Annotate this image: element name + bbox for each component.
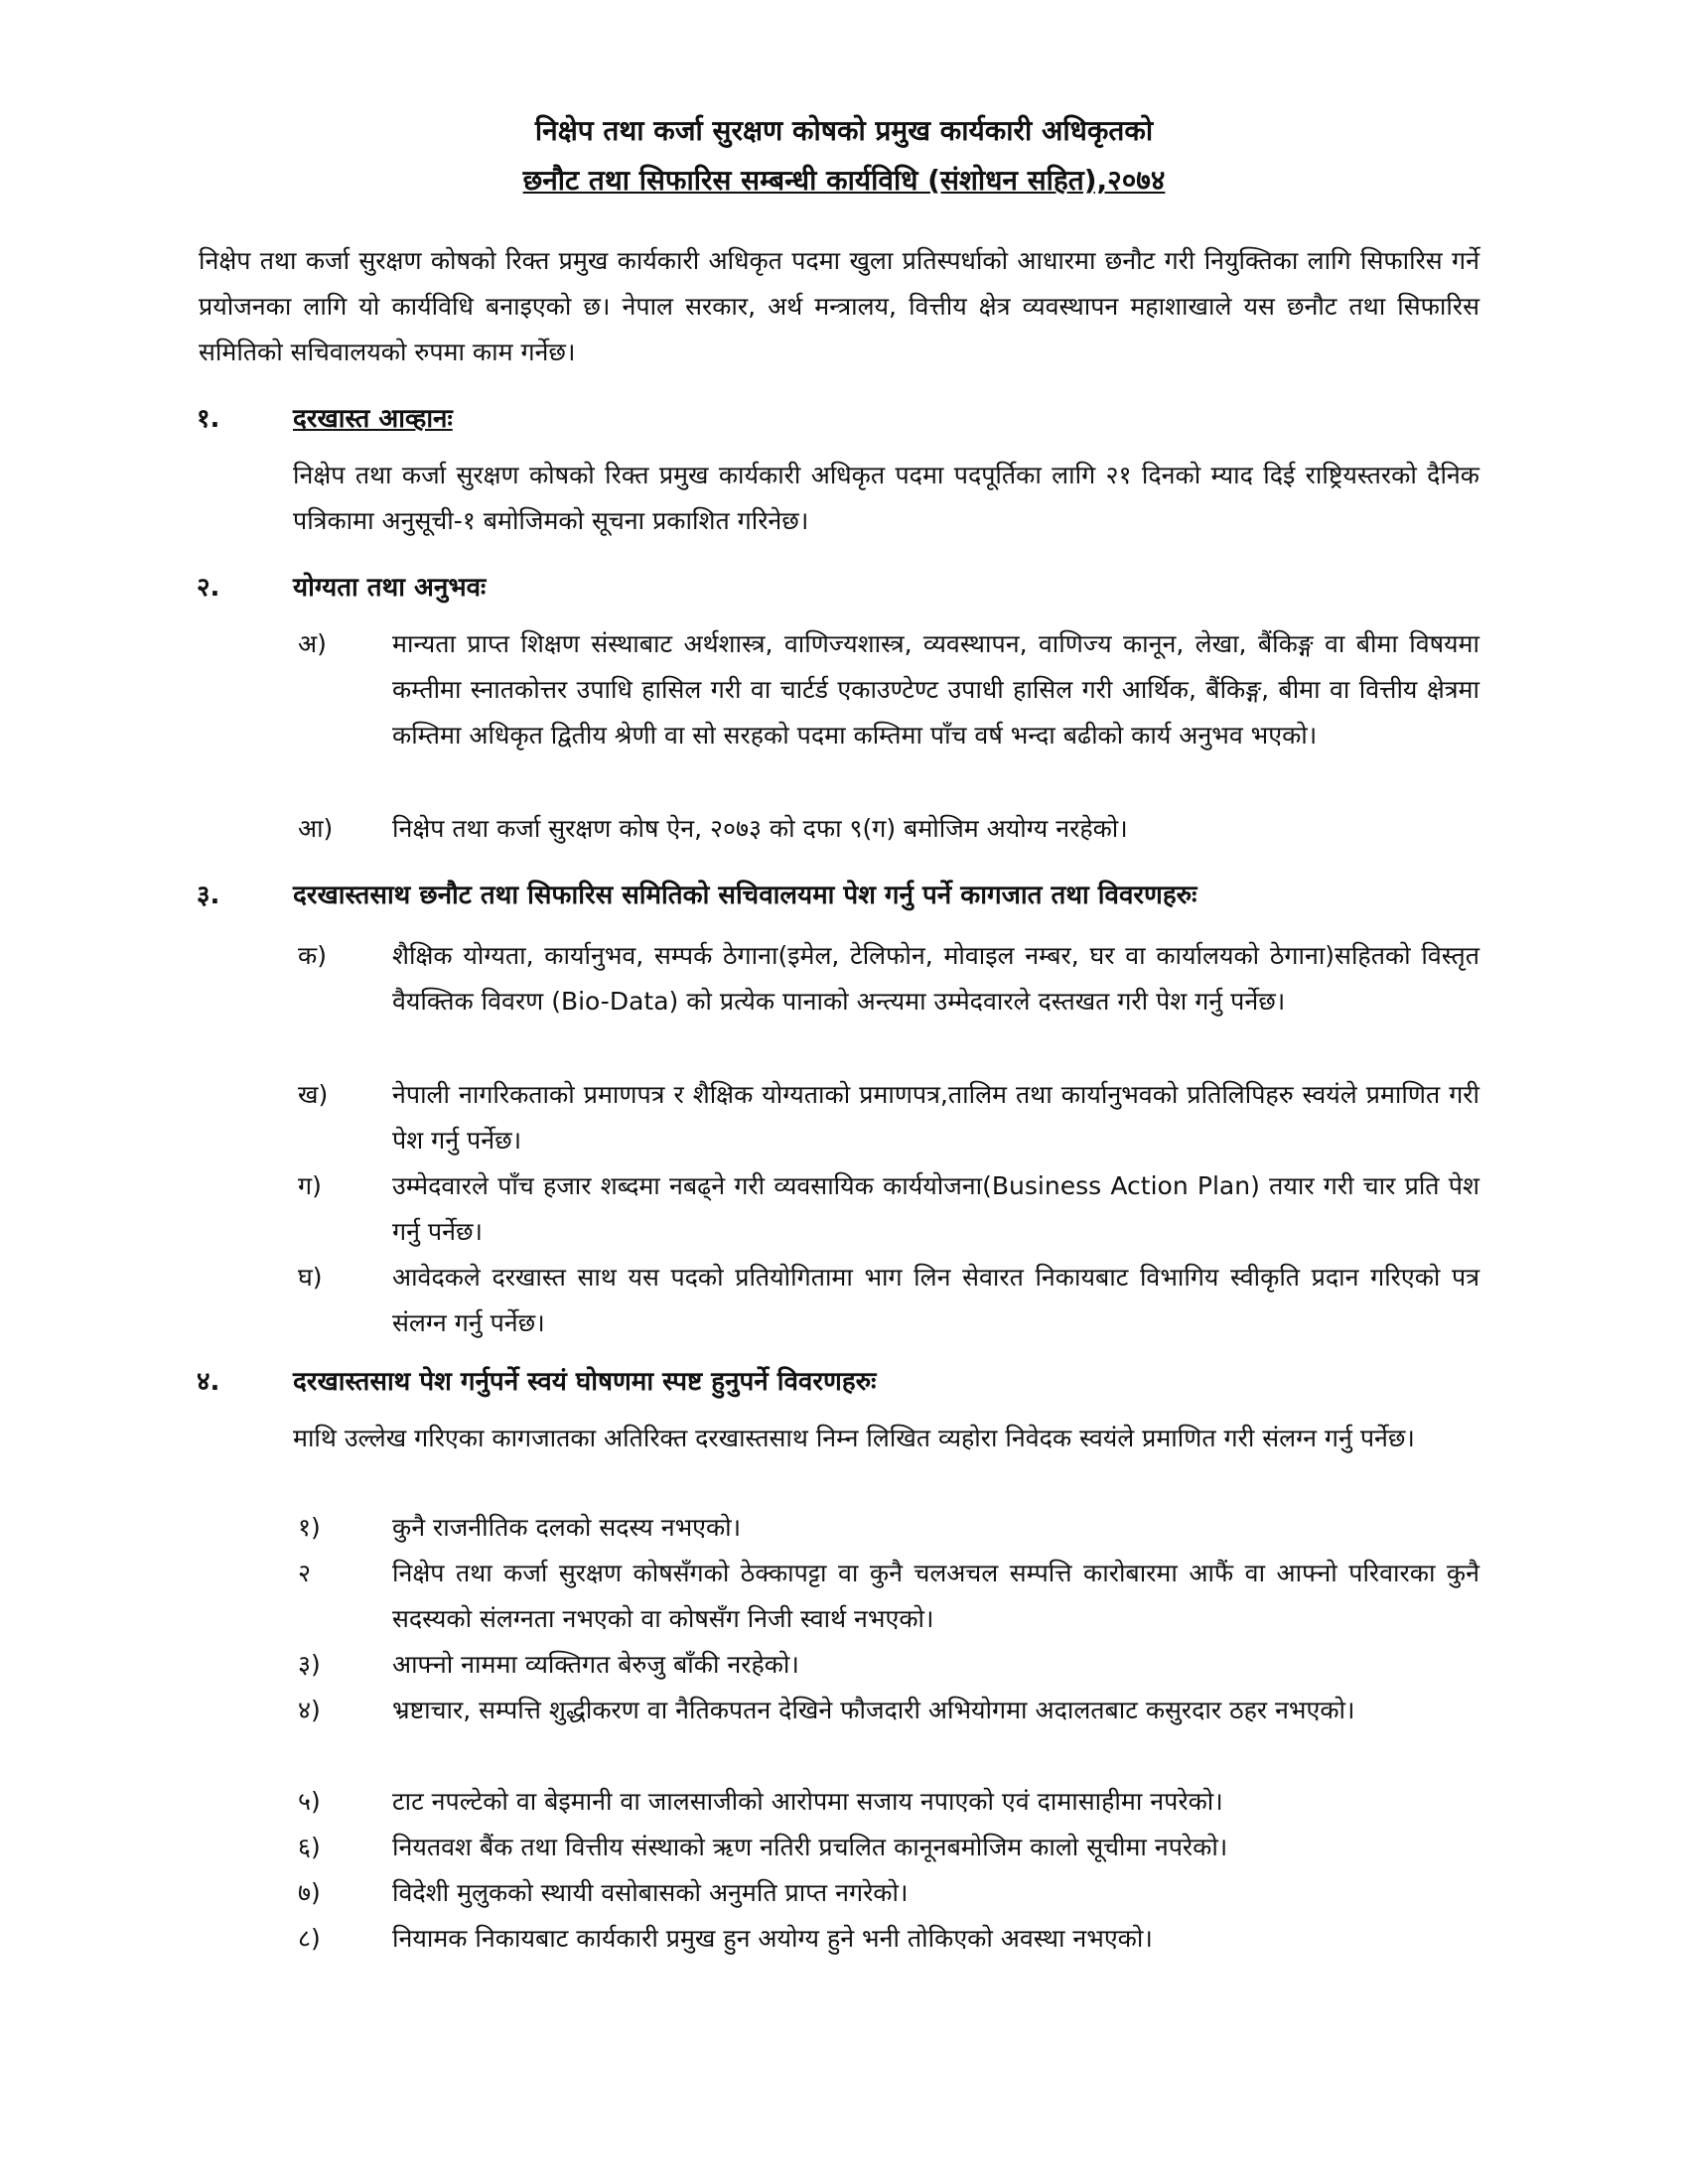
section-heading: दरखास्तसाथ छनौट तथा सिफारिस समितिको सचिवालयमा पेश गर्नु पर्ने कागजात तथा विवरणहरुः	[293, 881, 1197, 910]
section-heading: योग्यता तथा अनुभवः	[293, 573, 487, 603]
list-item-text: विदेशी मुलुकको स्थायी वसोबासको अनुमति प्राप्त नगरेको।	[392, 1878, 909, 1907]
list-item-text: मान्यता प्राप्त शिक्षण संस्थाबाट अर्थशास्त्र, वाणिज्यशास्त्र, व्यवस्थापन, वाणिज्य कानून, लेखा, बैंकिङ्ग वा बीमा विषयमा कम्तीमा स्नातकोत्तर उपाधि हासिल गरी वा चार्टर्ड एकाउण्टेण्ट उपाधी हासिल गरी आर्थिक, बैंकिङ्ग, बीमा वा वित्तीय क्षेत्रमा कम्तिमा अधिकृत द्वितीय श्रेणी वा सो सरहको पदमा कम्तिमा पाँच वर्ष भन्दा बढीको कार्य अनुभव भएको।	[392, 629, 1479, 750]
list-item-text: भ्रष्टाचार, सम्पत्ति शुद्धीकरण वा नैतिकपतन देखिने फौजदारी अभियोगमा अदालतबाट कसुरदार ठहर नभएको।	[392, 1696, 1355, 1724]
list-item-label: घ)	[298, 1263, 323, 1292]
list-item-text: नियामक निकायबाट कार्यकारी प्रमुख हुन अयोग्य हुने भनी तोकिएको अवस्था नभएको।	[392, 1924, 1153, 1953]
list-item-label: ४)	[298, 1696, 321, 1724]
list-item-label: अ)	[298, 629, 327, 658]
intro-paragraph: निक्षेप तथा कर्जा सुरक्षण कोषको रिक्त प्रमुख कार्यकारी अधिकृत पदमा खुला प्रतिस्पर्धाको आधारमा छनौट गरी नियुक्तिका लागि सिफारिस गर्ने प्रयोजनका लागि यो कार्यविधि बनाइएको छ। नेपाल सरकार, अर्थ मन्त्रालय, वित्तीय क्षेत्र व्यवस्थापन महाशाखाले यस छनौट तथा सिफारिस समितिको सचिवालयको रुपमा काम गर्नेछ।	[199, 246, 1479, 366]
section-number: १.	[197, 404, 220, 434]
list-item-label: ग)	[298, 1171, 322, 1200]
section-number: ४.	[197, 1367, 220, 1397]
list-item-label: क)	[298, 941, 327, 970]
section-number: २.	[197, 573, 220, 603]
list-item-label: आ)	[298, 814, 334, 843]
list-item-label: २	[298, 1559, 312, 1587]
list-item-label: ६)	[298, 1833, 321, 1861]
list-item-label: ३)	[298, 1650, 321, 1679]
list-item-text: शैक्षिक योग्यता, कार्यानुभव, सम्पर्क ठेगाना(इमेल, टेलिफोन, मोवाइल नम्बर, घर वा कार्यालयको ठेगाना)सहितको विस्तृत वैयक्तिक विवरण (Bio-Data) को प्रत्येक पानाको अन्त्यमा उम्मेदवारले दस्तखत गरी पेश गर्नु पर्नेछ।	[392, 941, 1479, 1016]
list-item-label: ८)	[298, 1924, 321, 1953]
list-item-text: टाट नपल्टेको वा बेइमानी वा जालसाजीको आरोपमा सजाय नपाएको एवं दामासाहीमा नपरेको।	[392, 1787, 1223, 1816]
list-item-label: १)	[298, 1513, 321, 1542]
section-number: ३.	[197, 881, 220, 910]
section-heading: दरखास्तसाथ पेश गर्नुपर्ने स्वयं घोषणमा स्पष्ट हुनुपर्ने विवरणहरुः	[293, 1367, 877, 1397]
list-item-text: आफ्नो नाममा व्यक्तिगत बेरुजु बाँकी नरहेको।	[392, 1650, 799, 1679]
list-item-label: ख)	[298, 1080, 329, 1109]
document-subtitle: छनौट तथा सिफारिस सम्बन्धी कार्यविधि (संशोधन सहित),२०७४	[522, 164, 1166, 197]
list-item-text: नियतवश बैंक तथा वित्तीय संस्थाको ऋण नतिरी प्रचलित कानूनबमोजिम कालो सूचीमा नपरेको।	[392, 1833, 1228, 1861]
document-title: निक्षेप तथा कर्जा सुरक्षण कोषको प्रमुख कार्यकारी अधिकृतको	[534, 114, 1154, 147]
list-item-text: उम्मेदवारले पाँच हजार शब्दमा नबढ्ने गरी व्यवसायिक कार्ययोजना(Business Action Plan) तयार गरी चार प्रति पेश गर्नु पर्नेछ।	[392, 1171, 1479, 1246]
list-item-text: आवेदकले दरखास्त साथ यस पदको प्रतियोगितामा भाग लिन सेवारत निकायबाट विभागिय स्वीकृति प्रदान गरिएको पत्र संलग्न गर्नु पर्नेछ।	[392, 1263, 1479, 1337]
section-heading: दरखास्त आव्हानः	[293, 404, 453, 434]
section-body: निक्षेप तथा कर्जा सुरक्षण कोषको रिक्त प्रमुख कार्यकारी अधिकृत पदमा पदपूर्तिका लागि २१ दिनको म्याद दिई राष्ट्रियस्तरको दैनिक पत्रिकामा अनुसूची-१ बमोजिमको सूचना प्रकाशित गरिनेछ।	[293, 461, 1479, 535]
list-item-label: ७)	[298, 1878, 321, 1907]
list-item-text: नेपाली नागरिकताको प्रमाणपत्र र शैक्षिक योग्यताको प्रमाणपत्र,तालिम तथा कार्यानुभवको प्रतिलिपिहरु स्वयंले प्रमाणित गरी पेश गर्नु पर्नेछ।	[392, 1080, 1479, 1155]
section-body: माथि उल्लेख गरिएका कागजातका अतिरिक्त दरखास्तसाथ निम्न लिखित व्यहोरा निवेदक स्वयंले प्रमाणित गरी संलग्न गर्नु पर्नेछ।	[293, 1424, 1415, 1452]
list-item-text: निक्षेप तथा कर्जा सुरक्षण कोष ऐन, २०७३ को दफा ९(ग) बमोजिम अयोग्य नरहेको।	[392, 814, 1128, 843]
list-item-label: ५)	[298, 1787, 321, 1816]
list-item-text: निक्षेप तथा कर्जा सुरक्षण कोषसँगको ठेक्कापट्टा वा कुनै चलअचल सम्पत्ति कारोबारमा आफैं वा आफ्नो परिवारका कुनै सदस्यको संलग्नता नभएको वा कोषसँग निजी स्वार्थ नभएको।	[392, 1559, 1479, 1633]
list-item-text: कुनै राजनीतिक दलको सदस्य नभएको।	[392, 1513, 742, 1542]
